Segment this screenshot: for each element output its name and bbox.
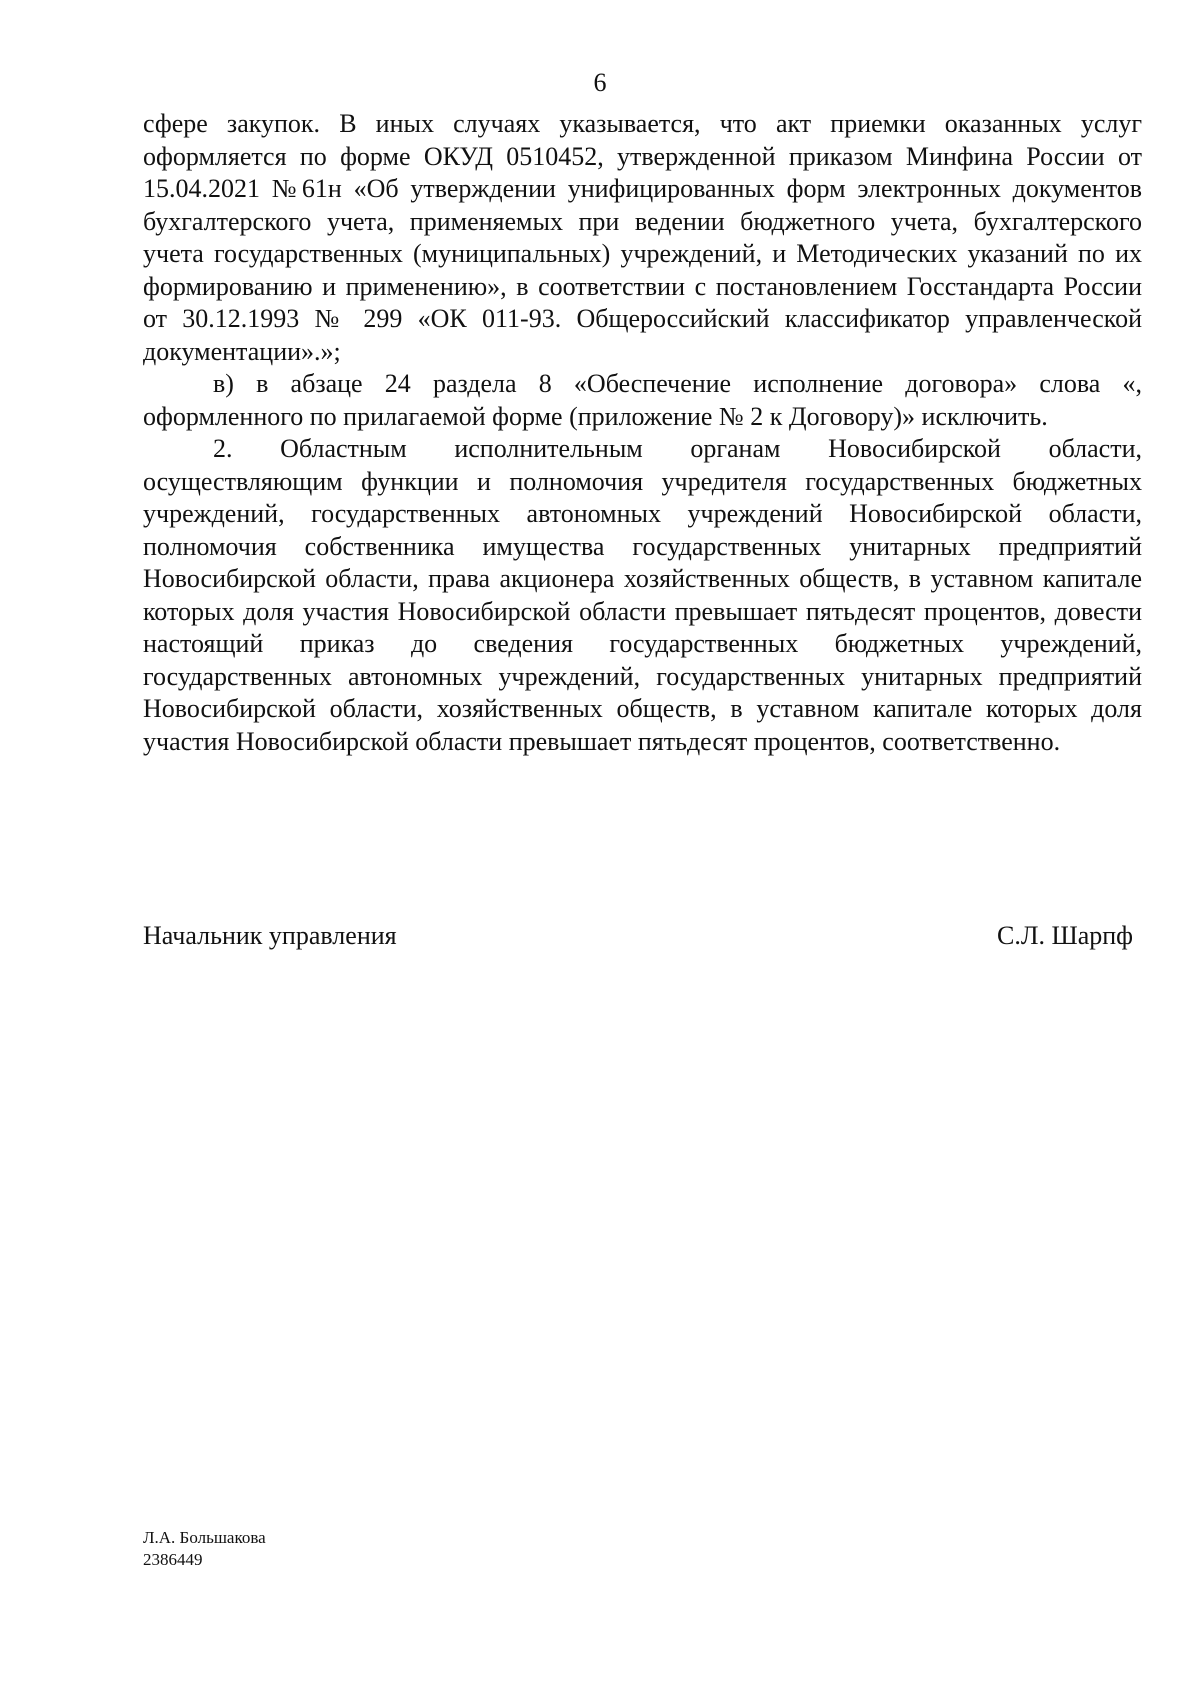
paragraph-subitem-v: в) в абзаце 24 раздела 8 «Обеспечение исполнение договора» слова «, оформленного по прилагаемой форме (приложение № 2 к Договору)» исключить. (143, 369, 1142, 431)
signatory-name: С.Л. Шарпф (996, 921, 1133, 950)
signature-block (143, 920, 1133, 952)
executor-phone: 2386449 (143, 1550, 203, 1569)
executor-name: Л.А. Большакова (143, 1528, 266, 1547)
document-body (143, 108, 1142, 758)
signatory-position: Начальник управления (143, 921, 397, 950)
page-number: 6 (593, 68, 607, 97)
paragraph-continuation: сфере закупок. В иных случаях указывается, что акт приемки оказанных услуг оформляется по форме ОКУД 0510452, утвержденной приказом Минфина России от 15.04.2021 №61н «Об утверждении унифицированных форм электронных документов бухгалтерского учета, применяемых при ведении бюджетного учета, бухгалтерского учета государственных (муниципальных) учреждений, и Методических указаний по их формированию и применению», в соответствии с постановлением Госстандарта России от 30.12.1993 № 299 «ОК 011-93. Общероссийский классификатор управленческой документации».»; (143, 109, 1142, 366)
paragraph-item-2: 2. Областным исполнительным органам Новосибирской области, осуществляющим функции и полномочия учредителя государственных бюджетных учреждений, государственных автономных учреждений Новосибирской области, полномочия собственника имущества государственных унитарных предприятий Новосибирской области, права акционера хозяйственных обществ, в уставном капитале которых доля участия Новосибирской области превышает пятьдесят процентов, довести настоящий приказ до сведения государственных бюджетных учреждений, государственных автономных учреждений, государственных унитарных предприятий Новосибирской области, хозяйственных обществ, в уставном капитале которых доля участия Новосибирской области превышает пятьдесят процентов, соответственно. (143, 434, 1142, 756)
executor-info (143, 1527, 266, 1571)
